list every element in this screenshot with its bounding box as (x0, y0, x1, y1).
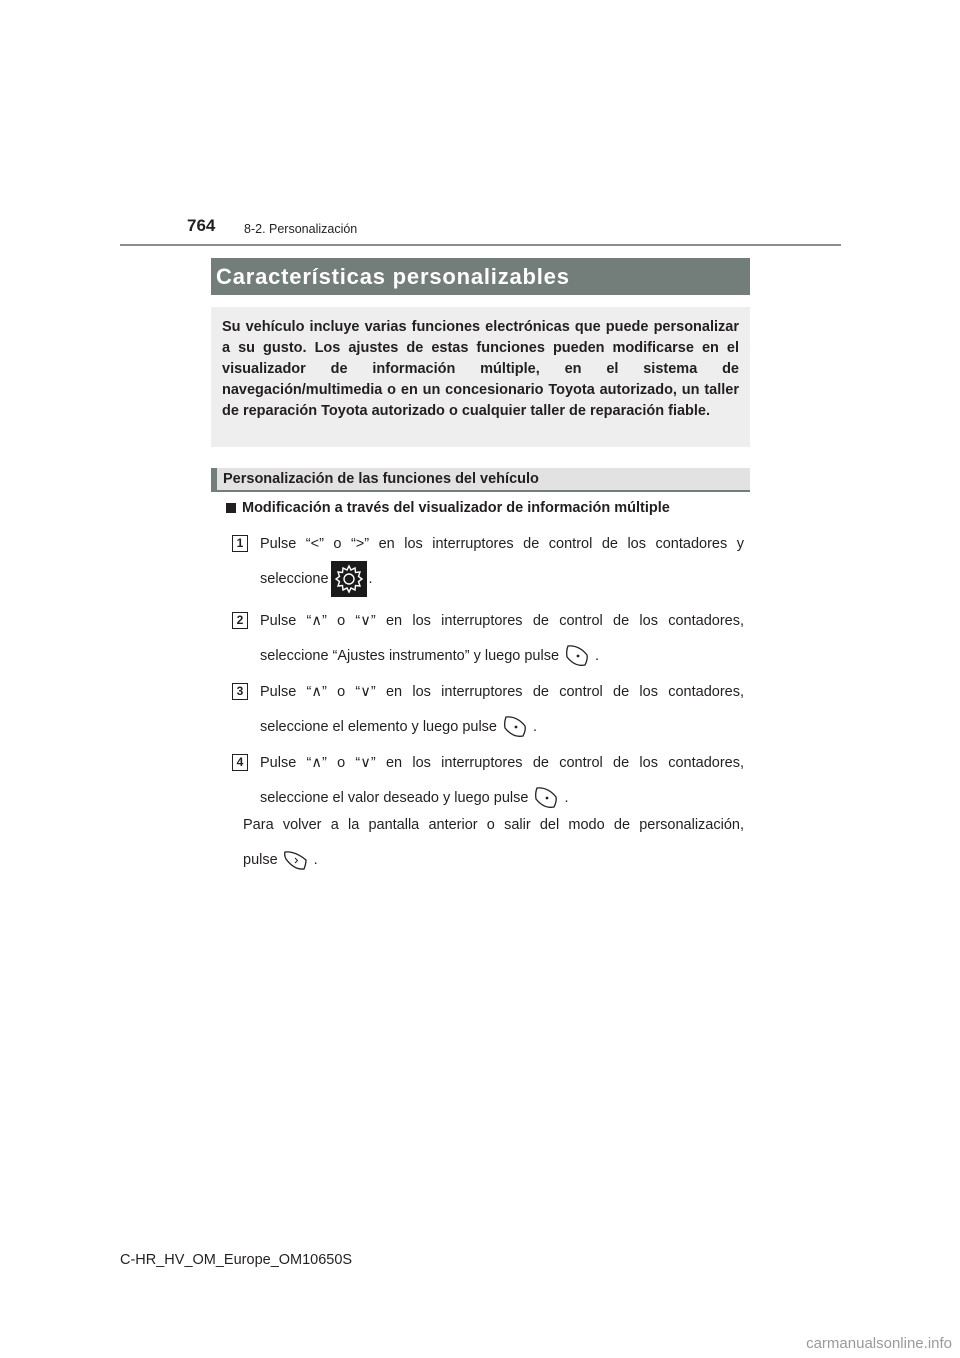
step-text-before-icon: seleccione el valor deseado y luego pulse (260, 790, 529, 806)
step-text-after-icon: . (564, 790, 569, 806)
step-text: Pulse “<” o “>” en los interruptores de control de los contadores y (260, 536, 744, 552)
step-text-line2 (260, 561, 744, 597)
step-2 (232, 610, 744, 670)
page-title: Características personalizables (211, 258, 750, 295)
note-text-line2 (243, 846, 744, 874)
subheading-text: Modificación a través del visualizador de información múltiple (242, 500, 670, 516)
note-text-after-icon: . (313, 852, 318, 868)
intro-box (211, 307, 750, 447)
gear-icon (331, 561, 367, 597)
step-number: 4 (232, 754, 248, 771)
step-3 (232, 681, 744, 741)
step-number: 2 (232, 612, 248, 629)
breadcrumb: 8-2. Personalización (244, 222, 358, 236)
step-text-before-icon: seleccione (260, 571, 329, 587)
step-text-line2 (260, 642, 744, 670)
step-text-line2 (260, 784, 744, 812)
header-divider (120, 244, 841, 246)
intro-text: Su vehículo incluye varias funciones electrónicas que puede personalizar a su gusto. Los ajustes de estas funciones pueden modificarse en el visualizador de información múltiple, en el sistema de navegación/multimedia o en un concesionario Toyota autorizado, un taller de reparación Toyota autorizado o cualquier taller de reparación fiable. (222, 319, 739, 419)
ok-button-icon (563, 642, 591, 670)
step-text-line2 (260, 713, 744, 741)
step-1 (232, 533, 744, 597)
step-text-before-icon: seleccione el elemento y luego pulse (260, 719, 497, 735)
note-text: Para volver a la pantalla anterior o salir del modo de personalización, (243, 817, 744, 833)
section-heading (211, 468, 750, 492)
section-heading-text: Personalización de las funciones del vehículo (223, 471, 539, 487)
note-paragraph (243, 814, 744, 874)
ok-button-icon (532, 784, 560, 812)
step-text: Pulse “∧” o “∨” en los interruptores de control de los contadores, (260, 613, 744, 629)
watermark: carmanualsonline.info (806, 1335, 952, 1352)
step-number: 3 (232, 683, 248, 700)
document-code: C-HR_HV_OM_Europe_OM10650S (120, 1252, 353, 1268)
bullet-square-icon (226, 503, 236, 513)
step-text-after-icon: . (595, 648, 600, 664)
step-4 (232, 752, 744, 812)
ok-button-icon (501, 713, 529, 741)
back-button-icon (282, 846, 310, 874)
step-text-before-icon: seleccione “Ajustes instrumento” y luego pulse (260, 648, 560, 664)
page-number: 764 (187, 216, 216, 235)
step-number: 1 (232, 535, 248, 552)
step-text: Pulse “∧” o “∨” en los interruptores de control de los contadores, (260, 755, 744, 771)
step-text-after-icon: . (368, 571, 373, 587)
step-text: Pulse “∧” o “∨” en los interruptores de control de los contadores, (260, 684, 744, 700)
note-text-before-icon: pulse (243, 852, 278, 868)
step-text-after-icon: . (532, 719, 538, 735)
subheading (226, 500, 670, 516)
